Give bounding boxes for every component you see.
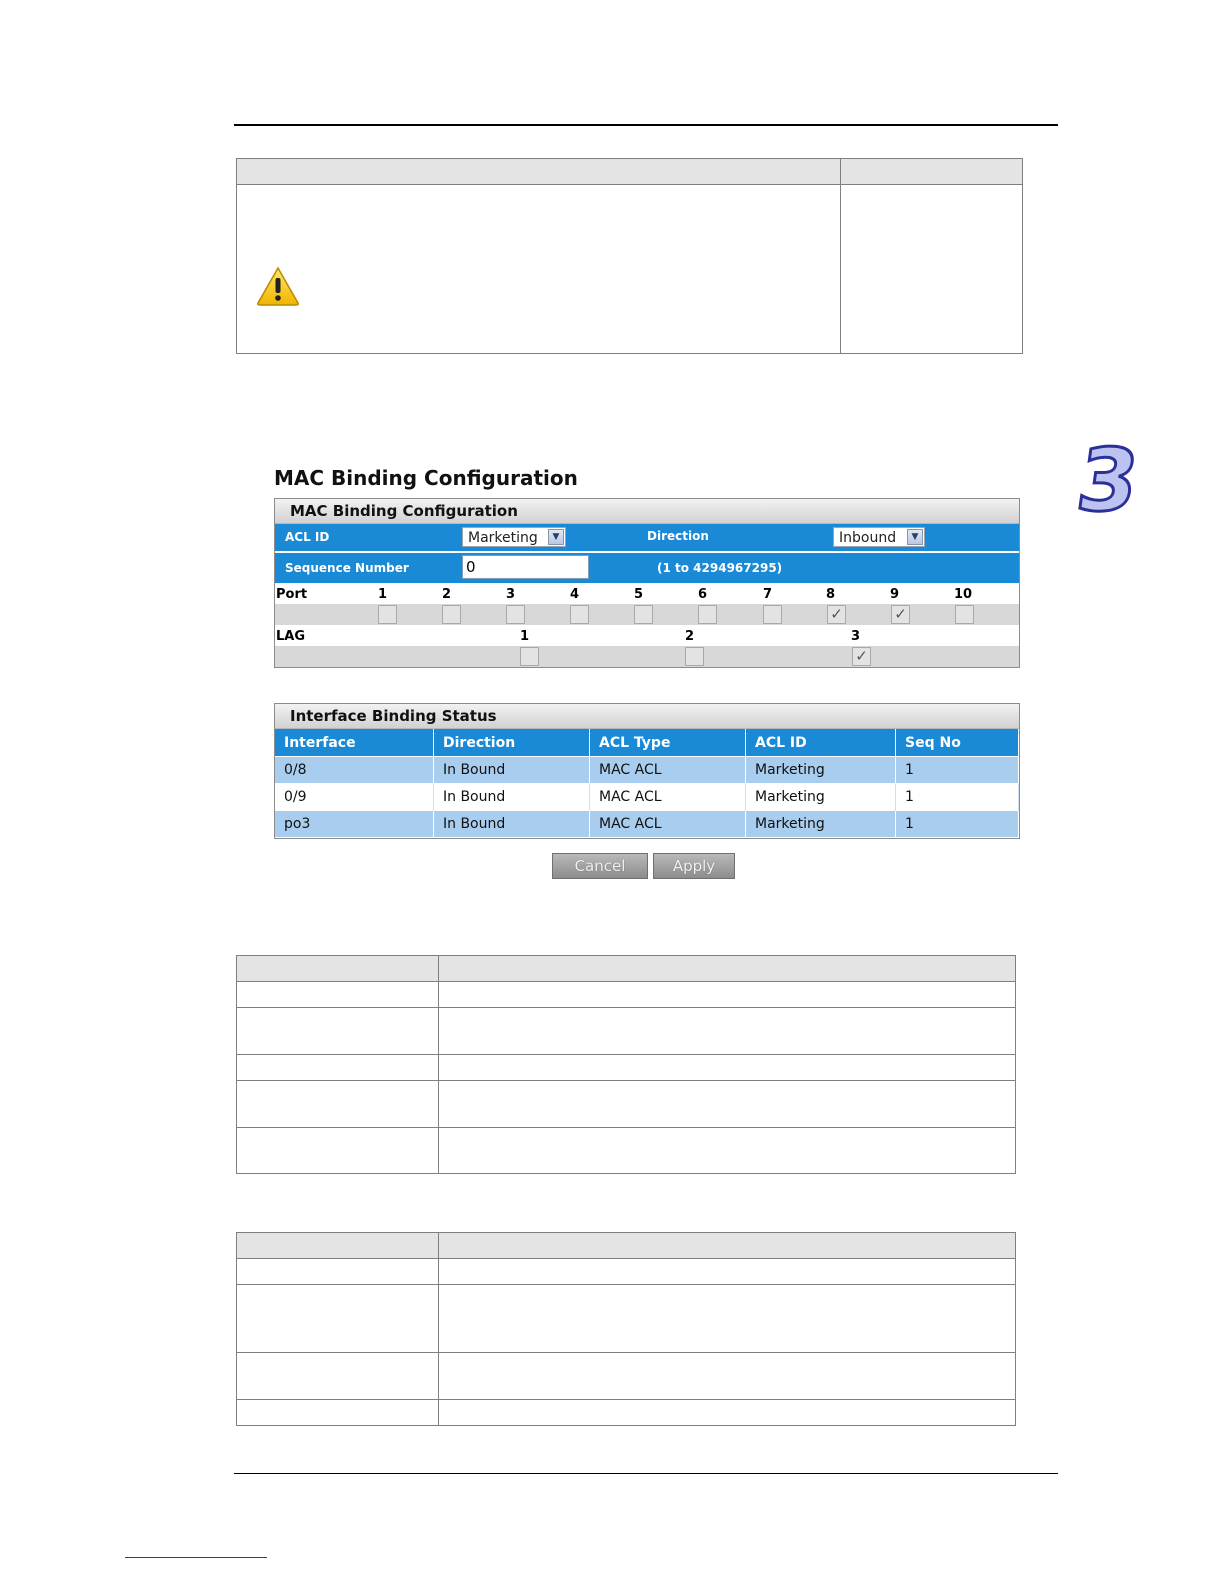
note-table-body-cell: [841, 185, 1023, 354]
table-cell: MAC ACL: [590, 784, 746, 811]
table-cell: 1: [896, 757, 1019, 784]
table-cell: 0/9: [275, 784, 434, 811]
table-cell: [439, 1353, 1016, 1400]
table-cell: [439, 1055, 1016, 1081]
mac-binding-panel: [274, 498, 1020, 668]
port-3-checkbox[interactable]: [506, 605, 525, 624]
apply-button[interactable]: Apply: [653, 853, 735, 879]
port-9-checkbox[interactable]: [891, 605, 910, 624]
acl-id-label: ACL ID: [285, 530, 330, 544]
check-icon: ✓: [894, 605, 907, 623]
field-table-2: [236, 1232, 1016, 1426]
direction-value: Inbound: [839, 530, 897, 546]
port-8-checkbox[interactable]: [827, 605, 846, 624]
table-cell: [237, 1128, 439, 1174]
column-header: ACL Type: [590, 729, 746, 757]
note-table-header-cell: [841, 159, 1023, 185]
table-cell: [237, 1259, 439, 1285]
column-header: Direction: [434, 729, 590, 757]
lag-checkbox-row: [275, 646, 1019, 667]
lag-3-checkbox[interactable]: [852, 647, 871, 666]
table-header-cell: [439, 956, 1016, 982]
table-cell: [237, 1285, 439, 1353]
port-label: Port: [276, 587, 308, 602]
lag-number-label: 2: [685, 629, 695, 644]
port-number-label: 5: [634, 587, 644, 602]
port-2-checkbox[interactable]: [442, 605, 461, 624]
table-cell: MAC ACL: [590, 811, 746, 838]
sequence-number-input[interactable]: 0: [462, 555, 589, 579]
status-table: [275, 729, 1019, 837]
port-number-label: 8: [826, 587, 836, 602]
port-number-label: 6: [698, 587, 708, 602]
table-header-cell: [237, 956, 439, 982]
page-title: MAC Binding Configuration: [274, 466, 578, 490]
chevron-down-icon[interactable]: ▼: [548, 529, 564, 545]
table-cell: In Bound: [434, 757, 590, 784]
port-number-label: 1: [378, 587, 388, 602]
column-header: Interface: [275, 729, 434, 757]
table-cell: [237, 982, 439, 1008]
check-icon: ✓: [855, 647, 868, 665]
port-checkbox-row: [275, 604, 1019, 625]
table-cell: In Bound: [434, 784, 590, 811]
lag-1-checkbox[interactable]: [520, 647, 539, 666]
port-10-checkbox[interactable]: [955, 605, 974, 624]
table-cell: MAC ACL: [590, 757, 746, 784]
panel-header: Interface Binding Status: [275, 704, 1019, 729]
table-cell: [439, 1081, 1016, 1128]
note-table-body-cell: [237, 185, 841, 354]
port-number-label: 7: [763, 587, 773, 602]
port-number-label: 9: [890, 587, 900, 602]
table-cell: 1: [896, 784, 1019, 811]
port-number-label: 10: [954, 587, 973, 602]
header-rule: [234, 124, 1058, 126]
lag-label: LAG: [276, 629, 306, 644]
port-number-label: 3: [506, 587, 516, 602]
panel-header: MAC Binding Configuration: [275, 499, 1019, 524]
port-number-label: 4: [570, 587, 580, 602]
table-cell: Marketing: [746, 811, 896, 838]
table-row: [275, 811, 1019, 838]
check-icon: ✓: [830, 605, 843, 623]
port-7-checkbox[interactable]: [763, 605, 782, 624]
table-cell: [439, 1259, 1016, 1285]
lag-2-checkbox[interactable]: [685, 647, 704, 666]
footer-link-underline: [125, 1557, 267, 1558]
table-cell: 0/8: [275, 757, 434, 784]
note-table-header-cell: [237, 159, 841, 185]
interface-binding-status-panel: [274, 703, 1020, 839]
table-cell: [439, 1400, 1016, 1426]
table-cell: [237, 1353, 439, 1400]
port-1-checkbox[interactable]: [378, 605, 397, 624]
column-header: ACL ID: [746, 729, 896, 757]
port-6-checkbox[interactable]: [698, 605, 717, 624]
table-cell: [237, 1400, 439, 1426]
table-cell: [237, 1081, 439, 1128]
sequence-row: [275, 553, 1019, 583]
table-cell: 1: [896, 811, 1019, 838]
sequence-range-hint: (1 to 4294967295): [657, 561, 783, 575]
port-5-checkbox[interactable]: [634, 605, 653, 624]
table-cell: [439, 1128, 1016, 1174]
chapter-badge: 3: [1070, 431, 1145, 531]
table-row: [275, 784, 1019, 811]
acl-direction-row: [275, 524, 1019, 551]
table-header-cell: [237, 1233, 439, 1259]
lag-number-label: 1: [520, 629, 530, 644]
sequence-number-label: Sequence Number: [285, 561, 409, 575]
table-cell: [439, 982, 1016, 1008]
direction-select[interactable]: [833, 527, 925, 547]
table-cell: [439, 1285, 1016, 1353]
chevron-down-icon[interactable]: ▼: [907, 529, 923, 545]
note-table: [236, 158, 1023, 354]
port-4-checkbox[interactable]: [570, 605, 589, 624]
table-cell: Marketing: [746, 757, 896, 784]
warning-icon: [256, 266, 300, 306]
column-header: Seq No: [896, 729, 1019, 757]
table-cell: Marketing: [746, 784, 896, 811]
acl-id-value: Marketing: [468, 530, 538, 546]
field-table-1: [236, 955, 1016, 1174]
lag-number-label: 3: [851, 629, 861, 644]
table-cell: po3: [275, 811, 434, 838]
table-header-cell: [439, 1233, 1016, 1259]
table-cell: In Bound: [434, 811, 590, 838]
acl-id-select[interactable]: [462, 527, 566, 547]
direction-label: Direction: [647, 529, 709, 543]
table-cell: [439, 1008, 1016, 1055]
cancel-button[interactable]: Cancel: [552, 853, 648, 879]
footer-rule: [234, 1473, 1058, 1474]
table-cell: [237, 1055, 439, 1081]
port-number-label: 2: [442, 587, 452, 602]
table-cell: [237, 1008, 439, 1055]
table-row: [275, 757, 1019, 784]
